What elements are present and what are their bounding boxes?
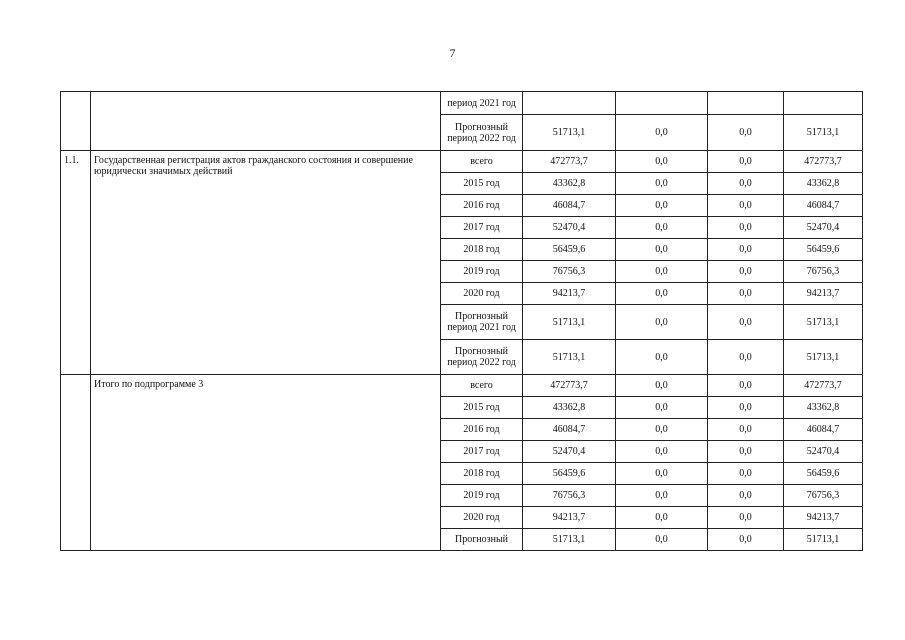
value-cell (784, 92, 863, 115)
value-cell: 0,0 (708, 239, 784, 261)
value-cell: 472773,7 (784, 151, 863, 173)
value-cell: 0,0 (708, 115, 784, 151)
row-number-cell (61, 375, 91, 551)
value-cell: 51713,1 (784, 340, 863, 375)
value-cell: 51713,1 (784, 115, 863, 151)
value-cell: 0,0 (616, 115, 708, 151)
value-cell: 0,0 (708, 173, 784, 195)
value-cell: 0,0 (616, 305, 708, 340)
period-cell: 2017 год (441, 441, 523, 463)
period-cell: Прогнозный период 2022 год (441, 115, 523, 151)
value-cell: 52470,4 (784, 441, 863, 463)
value-cell: 0,0 (708, 529, 784, 551)
period-cell: 2017 год (441, 217, 523, 239)
value-cell: 0,0 (616, 239, 708, 261)
period-cell: 2020 год (441, 507, 523, 529)
value-cell: 472773,7 (523, 375, 616, 397)
period-cell: 2019 год (441, 261, 523, 283)
period-cell: 2015 год (441, 173, 523, 195)
value-cell: 0,0 (708, 463, 784, 485)
value-cell: 94213,7 (523, 283, 616, 305)
table-row (61, 375, 863, 397)
value-cell: 46084,7 (784, 195, 863, 217)
row-number-cell (61, 92, 91, 151)
period-cell: всего (441, 375, 523, 397)
value-cell: 0,0 (616, 507, 708, 529)
value-cell: 52470,4 (523, 217, 616, 239)
value-cell: 0,0 (708, 375, 784, 397)
value-cell: 0,0 (708, 485, 784, 507)
value-cell: 51713,1 (784, 529, 863, 551)
value-cell: 43362,8 (784, 173, 863, 195)
value-cell: 0,0 (708, 419, 784, 441)
value-cell: 0,0 (616, 151, 708, 173)
value-cell: 0,0 (616, 463, 708, 485)
value-cell: 0,0 (708, 305, 784, 340)
period-cell: 2018 год (441, 463, 523, 485)
value-cell: 0,0 (708, 217, 784, 239)
value-cell: 76756,3 (523, 261, 616, 283)
period-cell: Прогнозный период 2021 год (441, 305, 523, 340)
table-row (61, 151, 863, 173)
row-number-cell: 1.1. (61, 151, 91, 375)
period-cell: Прогнозный период 2022 год (441, 340, 523, 375)
value-cell: 0,0 (616, 173, 708, 195)
period-cell: период 2021 год (441, 92, 523, 115)
period-cell: 2018 год (441, 239, 523, 261)
value-cell: 0,0 (708, 151, 784, 173)
row-name-cell: Государственная регистрация актов гражданского состояния и совершение юридически значимых действий (91, 151, 441, 375)
value-cell: 56459,6 (784, 463, 863, 485)
value-cell: 94213,7 (523, 507, 616, 529)
value-cell: 43362,8 (784, 397, 863, 419)
value-cell: 0,0 (616, 340, 708, 375)
value-cell: 0,0 (708, 261, 784, 283)
value-cell: 56459,6 (523, 463, 616, 485)
value-cell: 472773,7 (784, 375, 863, 397)
value-cell: 43362,8 (523, 397, 616, 419)
value-cell: 76756,3 (523, 485, 616, 507)
value-cell: 0,0 (616, 485, 708, 507)
value-cell: 0,0 (616, 397, 708, 419)
value-cell: 0,0 (708, 283, 784, 305)
value-cell: 0,0 (708, 397, 784, 419)
value-cell: 56459,6 (523, 239, 616, 261)
value-cell: 52470,4 (523, 441, 616, 463)
period-cell: Прогнозный (441, 529, 523, 551)
table-row (61, 92, 863, 115)
value-cell (708, 92, 784, 115)
value-cell: 0,0 (616, 419, 708, 441)
value-cell: 0,0 (616, 375, 708, 397)
value-cell: 94213,7 (784, 507, 863, 529)
period-cell: всего (441, 151, 523, 173)
value-cell: 76756,3 (784, 261, 863, 283)
value-cell: 46084,7 (784, 419, 863, 441)
period-cell: 2016 год (441, 419, 523, 441)
value-cell: 51713,1 (523, 305, 616, 340)
period-cell: 2020 год (441, 283, 523, 305)
value-cell: 0,0 (616, 441, 708, 463)
value-cell (616, 92, 708, 115)
value-cell: 0,0 (616, 529, 708, 551)
value-cell: 76756,3 (784, 485, 863, 507)
value-cell: 0,0 (708, 340, 784, 375)
value-cell: 94213,7 (784, 283, 863, 305)
value-cell: 56459,6 (784, 239, 863, 261)
value-cell: 472773,7 (523, 151, 616, 173)
value-cell: 0,0 (616, 261, 708, 283)
row-name-cell (91, 92, 441, 151)
value-cell: 51713,1 (784, 305, 863, 340)
value-cell: 51713,1 (523, 115, 616, 151)
value-cell: 0,0 (616, 217, 708, 239)
period-cell: 2015 год (441, 397, 523, 419)
budget-table (60, 91, 863, 551)
value-cell: 0,0 (708, 507, 784, 529)
value-cell: 51713,1 (523, 529, 616, 551)
value-cell: 0,0 (616, 195, 708, 217)
value-cell: 0,0 (708, 195, 784, 217)
value-cell (523, 92, 616, 115)
value-cell: 46084,7 (523, 195, 616, 217)
value-cell: 51713,1 (523, 340, 616, 375)
value-cell: 52470,4 (784, 217, 863, 239)
value-cell: 0,0 (616, 283, 708, 305)
value-cell: 43362,8 (523, 173, 616, 195)
page-number: 7 (449, 46, 456, 60)
period-cell: 2016 год (441, 195, 523, 217)
value-cell: 0,0 (708, 441, 784, 463)
value-cell: 46084,7 (523, 419, 616, 441)
row-name-cell: Итого по подпрограмме 3 (91, 375, 441, 551)
period-cell: 2019 год (441, 485, 523, 507)
